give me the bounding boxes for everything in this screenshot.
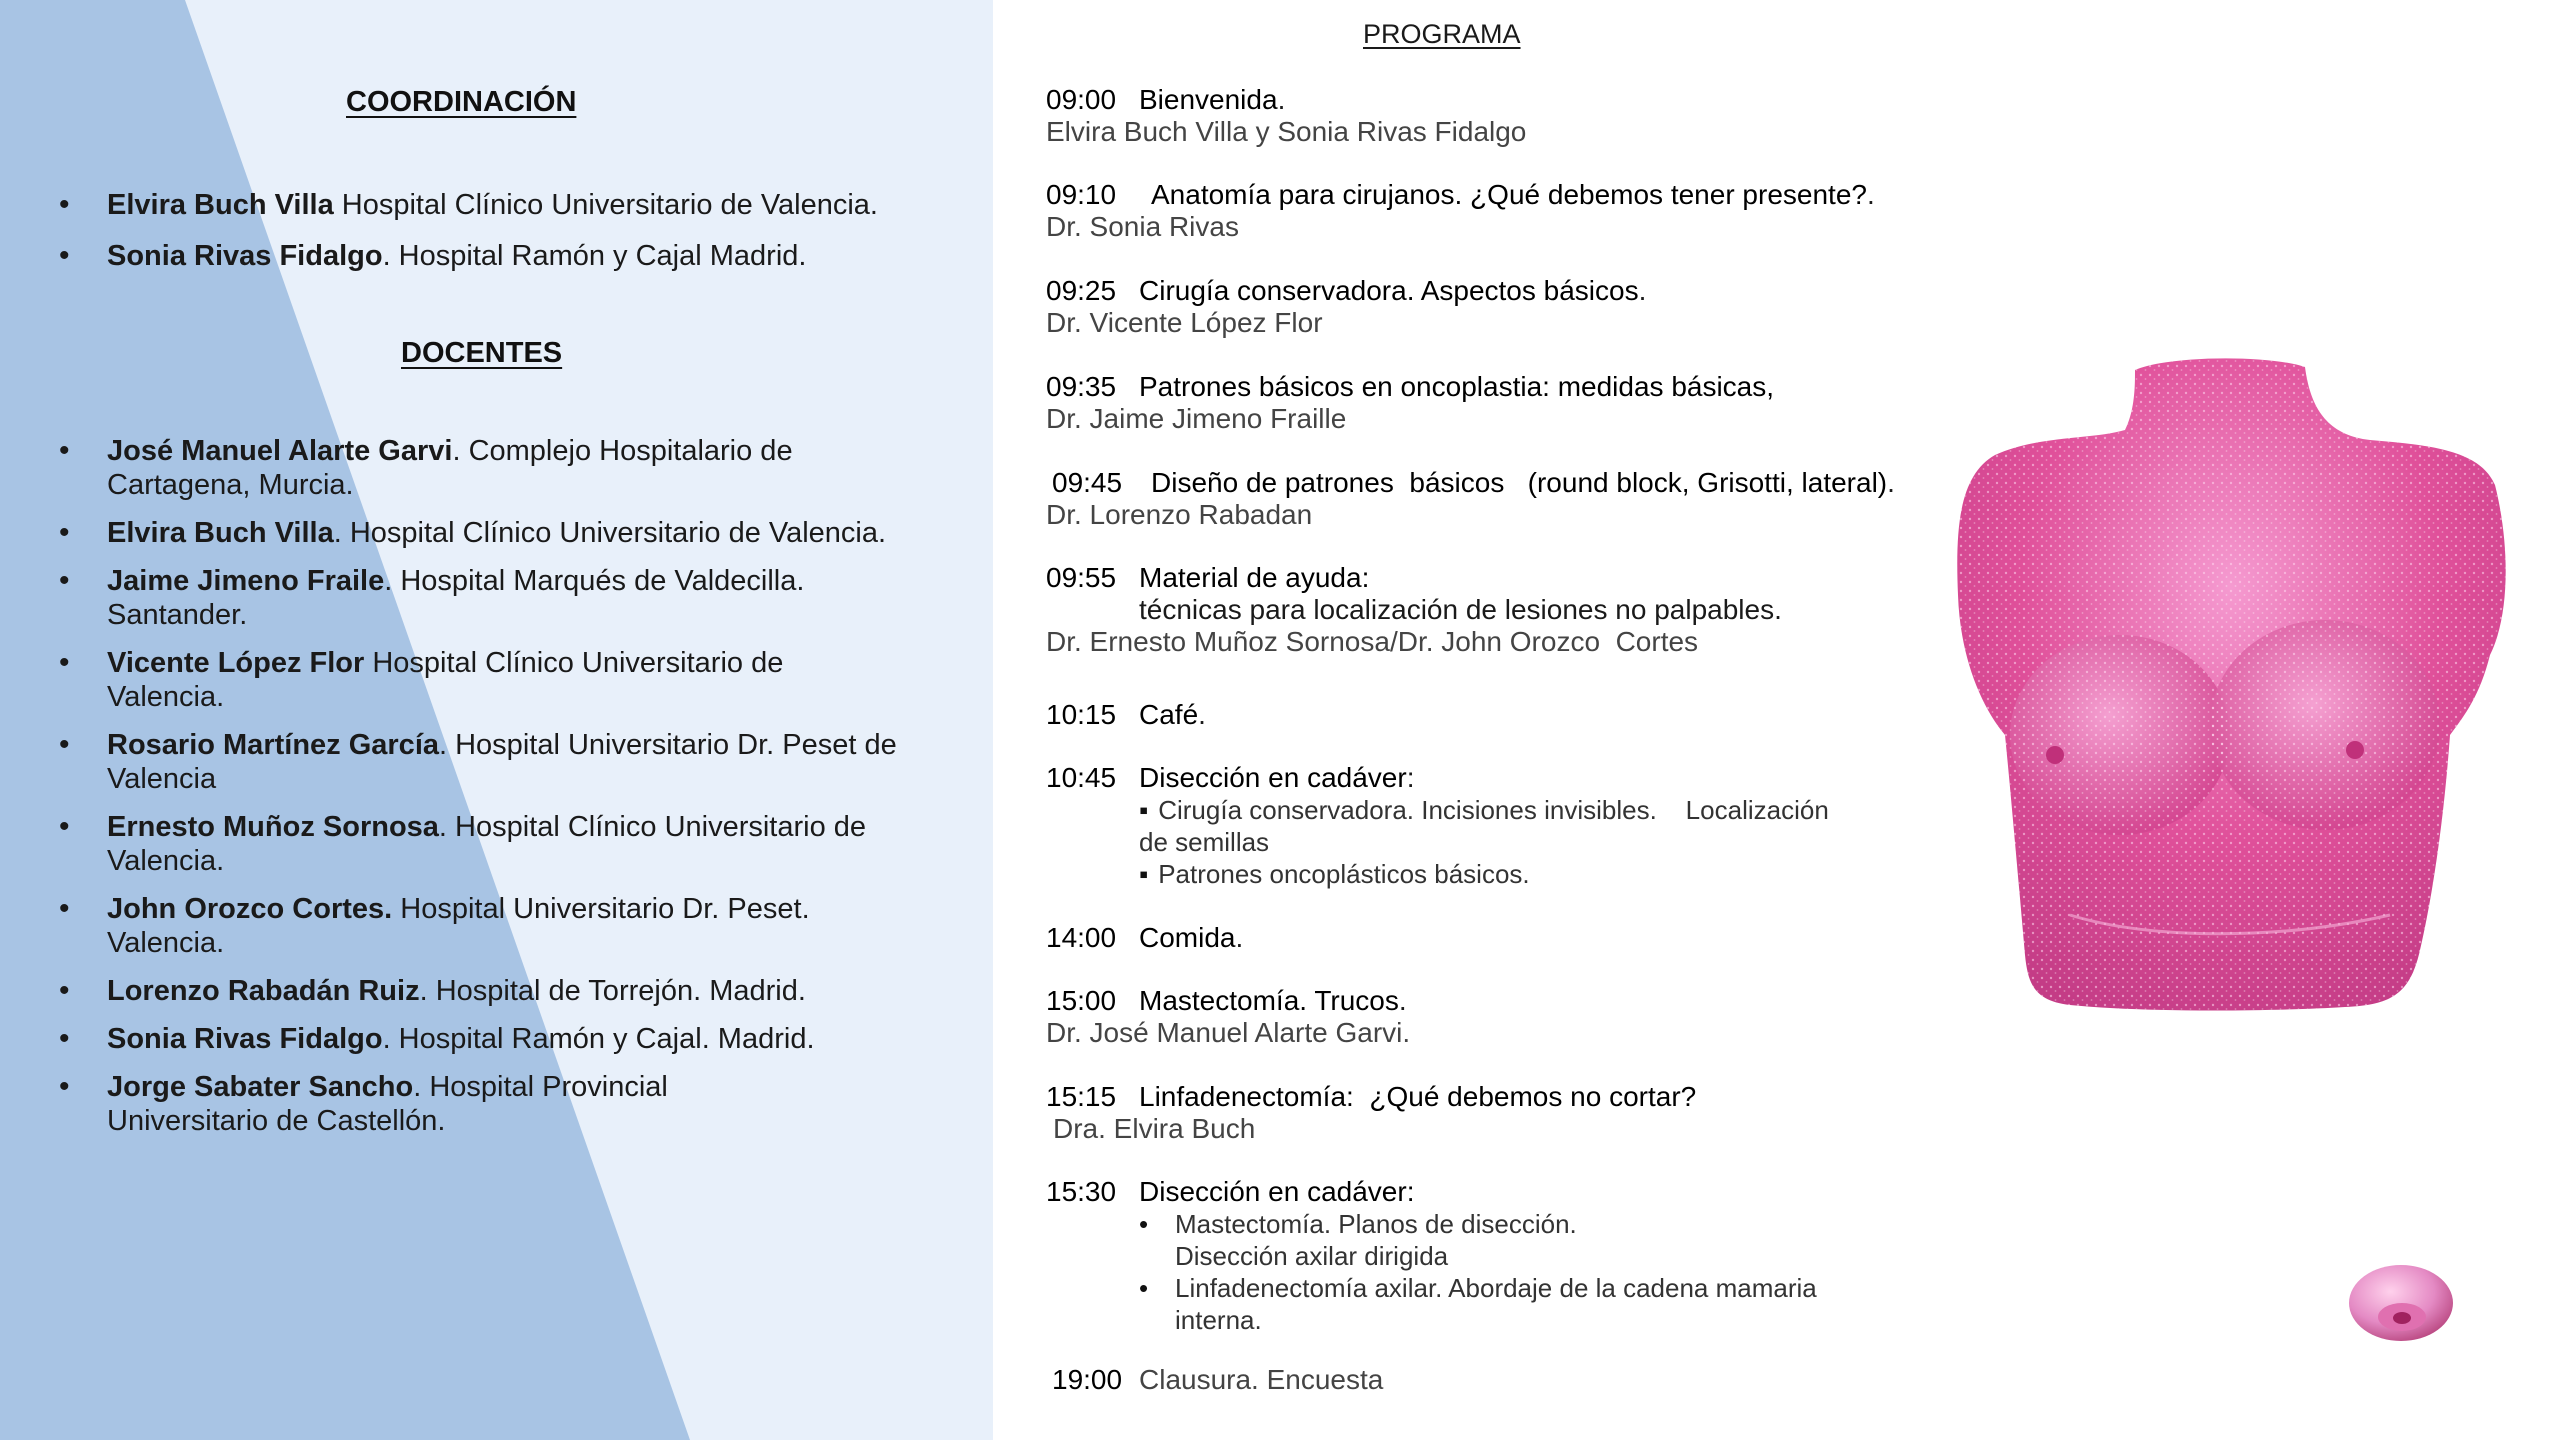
- program-title: Bienvenida: [1139, 84, 1278, 115]
- program-time: 09:55: [1046, 562, 1117, 593]
- program-item: [1046, 1081, 1696, 1145]
- program-time: 09:25: [1046, 275, 1117, 306]
- program-item: 10:15 Café.: [1046, 699, 1206, 730]
- list-item: • Sonia Rivas Fidalgo. Hospital Ramón y Cajal. Madrid.: [62, 1022, 902, 1056]
- program-speaker: Elvira Buch Villa y Sonia Rivas Fidalgo: [1046, 116, 1527, 147]
- program-title: Linfadenectomía: ¿Qué debemos no cortar?: [1139, 1081, 1697, 1112]
- list-item: ▪ Cirugía conservadora. Incisiones invisibles. Localización: [1139, 794, 1829, 826]
- program-item: 09:10 Anatomía para cirujanos. ¿Qué debemos tener presente?. Dr. Sonia Rivas: [1046, 179, 1875, 242]
- program-time: 10:45: [1046, 762, 1117, 793]
- program-time: 09:35: [1046, 371, 1117, 402]
- program-time: 09:10: [1046, 179, 1117, 210]
- list-item: • Jaime Jimeno Fraile. Hospital Marqués de Valdecilla. Santander.: [62, 564, 902, 632]
- program-item: 09:45 Diseño de patrones básicos (round block, Grisotti, lateral). Dr. Lorenzo Rabadan: [1046, 467, 1895, 530]
- program-title: Patrones básicos en oncoplastia: medidas básicas,: [1139, 371, 1775, 402]
- program-speaker: Dra. Elvira Buch: [1053, 1113, 1256, 1144]
- program-bullets: [1139, 858, 1829, 890]
- list-item: • Vicente López Flor Hospital Clínico Universitario de Valencia.: [62, 646, 902, 714]
- program-title: Anatomía para cirujanos. ¿Qué debemos tener presente?: [1151, 179, 1867, 210]
- program-time: 10:15: [1046, 699, 1117, 730]
- list-item: • José Manuel Alarte Garvi. Complejo Hospitalario de Cartagena, Murcia.: [62, 434, 902, 502]
- program-speaker: Dr. Vicente López Flor: [1046, 307, 1323, 338]
- program-title: Cirugía conservadora. Aspectos básicos: [1139, 275, 1639, 306]
- programa-heading: PROGRAMA: [1363, 19, 1521, 49]
- program-item: 15:00 Mastectomía. Trucos. Dr. José Manuel Alarte Garvi.: [1046, 985, 1411, 1048]
- list-item: • Elvira Buch Villa Hospital Clínico Universitario de Valencia.: [62, 188, 962, 222]
- bullet-continuation: de semillas: [1139, 827, 1270, 857]
- program-time: 15:15: [1046, 1081, 1117, 1112]
- list-item: • Sonia Rivas Fidalgo. Hospital Ramón y Cajal Madrid.: [62, 239, 962, 273]
- list-item: ▪ Patrones oncoplásticos básicos.: [1139, 858, 1829, 890]
- program-title: Mastectomía. Trucos: [1139, 985, 1399, 1016]
- breast-icon: [2346, 1262, 2456, 1344]
- program-time: 15:30: [1046, 1176, 1117, 1207]
- program-title: Café: [1139, 699, 1199, 730]
- program-speaker: Dr. José Manuel Alarte Garvi.: [1046, 1017, 1411, 1048]
- docentes-list: [62, 434, 902, 1138]
- program-item: [1046, 371, 1774, 435]
- list-item: • John Orozco Cortes. Hospital Universitario Dr. Peset. Valencia.: [62, 892, 902, 960]
- program-time: 09:00: [1046, 84, 1117, 115]
- program-time: 15:00: [1046, 985, 1117, 1016]
- coordinacion-list: [62, 188, 962, 273]
- program-item: 14:00 Comida.: [1046, 922, 1244, 953]
- list-item: • Ernesto Muñoz Sornosa. Hospital Clínico Universitario de Valencia.: [62, 810, 902, 878]
- list-item: • Elvira Buch Villa. Hospital Clínico Universitario de Valencia.: [62, 516, 902, 550]
- list-item: • Rosario Martínez García. Hospital Universitario Dr. Peset de Valencia: [62, 728, 902, 796]
- program-time: 19:00: [1052, 1364, 1123, 1395]
- program-bullets: [1046, 1208, 1899, 1336]
- program-item: 09:00 Bienvenida. Elvira Buch Villa y Sonia Rivas Fidalgo: [1046, 84, 1527, 147]
- program-title: Material de ayuda:: [1139, 562, 1370, 593]
- program-speaker: Dr. Sonia Rivas: [1046, 211, 1239, 242]
- program-item: [1046, 1176, 1899, 1336]
- docentes-heading: DOCENTES: [401, 337, 563, 369]
- program-title: Disección en cadáver: [1139, 762, 1407, 793]
- torso-illustration: [1950, 355, 2510, 1025]
- program-speaker: Dr. Jaime Jimeno Fraille: [1046, 403, 1347, 434]
- program-title: Disección en cadáver:: [1139, 1176, 1415, 1207]
- list-item: • Lorenzo Rabadán Ruiz. Hospital de Torrejón. Madrid.: [62, 974, 902, 1008]
- list-item: • Mastectomía. Planos de disección. Disección axilar dirigida: [1139, 1208, 1899, 1272]
- program-item: 09:25 Cirugía conservadora. Aspectos básicos. Dr. Vicente López Flor: [1046, 275, 1647, 338]
- program-item: 10:45 Disección en cadáver: ▪ Cirugía conservadora. Incisiones invisibles. Localización de semillas ▪ Patrones oncoplásticos básicos.: [1046, 762, 1829, 890]
- list-item: • Jorge Sabater Sancho. Hospital Provincial Universitario de Castellón.: [62, 1070, 747, 1138]
- program-item: [1046, 562, 1782, 658]
- program-time: 14:00: [1046, 922, 1117, 953]
- program-speaker: Dr. Ernesto Muñoz Sornosa/Dr. John Orozco Cortes: [1046, 626, 1699, 657]
- list-item: • Linfadenectomía axilar. Abordaje de la cadena mamaria interna.: [1139, 1272, 1855, 1336]
- program-title: Diseño de patrones básicos (round block, Grisotti, lateral): [1151, 467, 1888, 498]
- program-time: 09:45: [1052, 467, 1123, 498]
- program-title: Comida: [1139, 922, 1236, 953]
- coordinacion-heading: COORDINACIÓN: [346, 86, 577, 118]
- program-bullets: [1139, 794, 1829, 826]
- program-speaker: Dr. Lorenzo Rabadan: [1046, 499, 1313, 530]
- program-subtitle: técnicas para localización de lesiones no palpables.: [1139, 594, 1782, 625]
- program-item: [1046, 1364, 1383, 1396]
- program-title: Clausura. Encuesta: [1139, 1364, 1384, 1395]
